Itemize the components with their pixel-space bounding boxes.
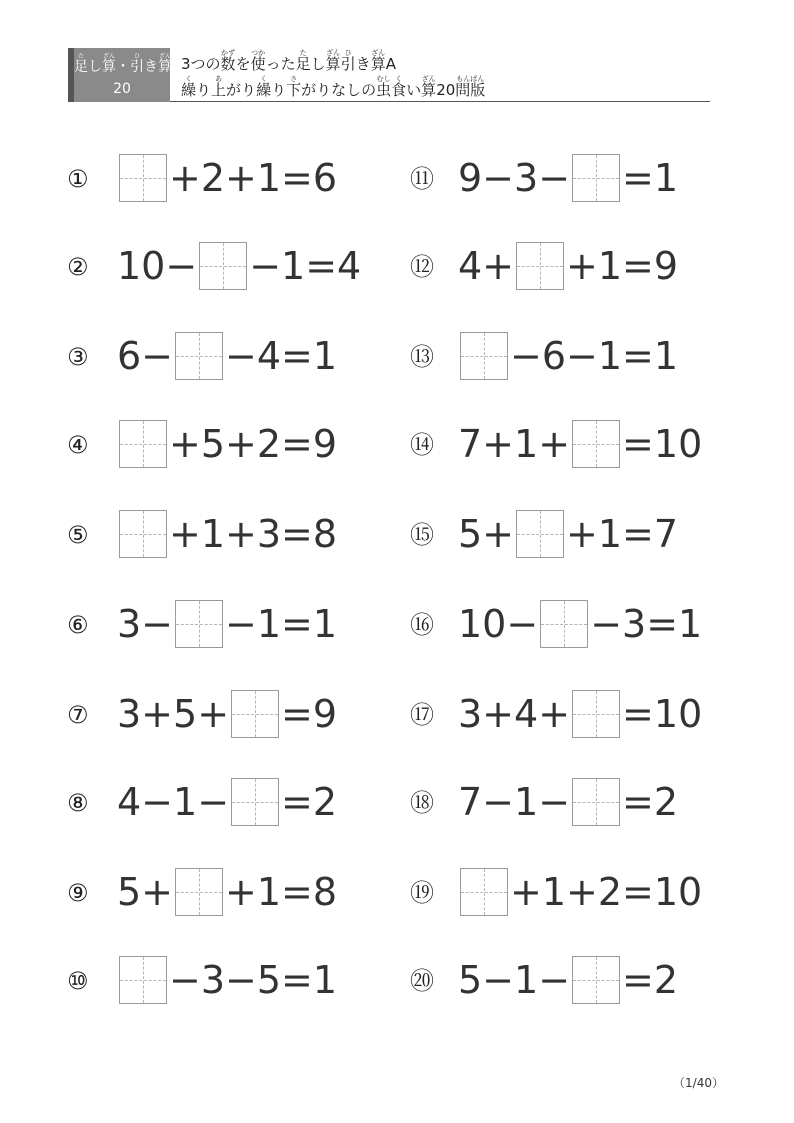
expression-text: 5−1− (458, 958, 571, 1002)
expression-text: 10− (117, 244, 198, 288)
ruby-base: 算 (421, 81, 437, 99)
furigana: く (395, 75, 403, 83)
problem-expression (117, 866, 337, 918)
expression-text: +1=9 (566, 244, 679, 288)
answer-box[interactable] (175, 868, 223, 916)
expression-text: +1+3=8 (169, 512, 338, 556)
problem-number: ⑩ (67, 967, 89, 995)
ruby-base: き (355, 55, 371, 73)
problem-number: ⑪ (410, 165, 434, 193)
problem-expression (458, 418, 702, 470)
problem-number: ④ (67, 431, 89, 459)
ruby-segment (455, 76, 485, 98)
problem-expression (117, 776, 337, 828)
ruby-base: を (235, 55, 251, 73)
ruby-base: がり (226, 81, 257, 99)
expression-text: −1=1 (225, 602, 338, 646)
furigana: ざん (158, 53, 171, 60)
furigana: ざん (326, 49, 341, 57)
ruby-base: 数 (220, 55, 236, 73)
expression-text: =2 (622, 780, 679, 824)
problem-number: ⑧ (67, 789, 89, 817)
ruby-base: 下 (286, 81, 302, 99)
ruby-segment (236, 50, 251, 72)
ruby-segment (226, 76, 256, 98)
expression-text: 5+ (458, 512, 515, 556)
answer-box[interactable] (119, 510, 167, 558)
ruby-segment (341, 50, 356, 72)
badge-number: 20 (113, 81, 131, 97)
answer-box[interactable] (572, 956, 620, 1004)
ruby-segment (301, 76, 376, 98)
worksheet-title (181, 48, 710, 102)
ruby-segment (391, 76, 406, 98)
ruby-segment (286, 76, 301, 98)
furigana: さ (290, 75, 298, 83)
ruby-segment (221, 50, 236, 72)
answer-box[interactable] (460, 332, 508, 380)
ruby-segment (102, 53, 116, 74)
problem-expression (458, 152, 678, 204)
problem-number: ① (67, 165, 89, 193)
expression-text: =2 (622, 958, 679, 1002)
ruby-base: 問版 (455, 81, 486, 99)
problem-number: ⑱ (410, 789, 434, 817)
problem-number: ⑦ (67, 701, 89, 729)
problem-number: ⑫ (410, 253, 434, 281)
problem-expression (117, 954, 337, 1006)
problem-expression (117, 508, 337, 560)
answer-box[interactable] (119, 154, 167, 202)
ruby-segment (311, 50, 326, 72)
expression-text: 3+5+ (117, 692, 230, 736)
problem-number: ⑰ (410, 701, 434, 729)
expression-text: =10 (622, 422, 703, 466)
problem-expression (117, 240, 361, 292)
ruby-base: がりなしの (301, 81, 377, 99)
answer-box[interactable] (175, 600, 223, 648)
ruby-segment (436, 76, 455, 98)
ruby-segment (251, 50, 266, 72)
problem-number: ⑯ (410, 611, 434, 639)
answer-box[interactable] (119, 956, 167, 1004)
expression-text: 3− (117, 602, 174, 646)
ruby-base: 3つの (181, 55, 221, 73)
ruby-segment (256, 76, 271, 98)
ruby-base: 算 (325, 55, 341, 73)
problem-number: ⑬ (410, 343, 434, 371)
ruby-segment (326, 50, 341, 72)
expression-text: −3−5=1 (169, 958, 338, 1002)
problem-expression (458, 866, 702, 918)
worksheet-header (68, 48, 710, 102)
furigana: く (185, 75, 192, 83)
ruby-segment (356, 50, 371, 72)
ruby-base: き (144, 59, 158, 75)
furigana: た (299, 49, 307, 57)
page-number: （1/40） (673, 1076, 724, 1090)
problem-number: ⑤ (67, 521, 89, 549)
expression-text: =1 (622, 156, 679, 200)
answer-box[interactable] (572, 690, 620, 738)
ruby-segment (88, 53, 102, 74)
ruby-segment (421, 76, 436, 98)
ruby-base: し (310, 55, 326, 73)
ruby-base: り (196, 81, 212, 99)
answer-box[interactable] (119, 420, 167, 468)
ruby-base: 引 (130, 59, 144, 75)
ruby-base: し (88, 59, 102, 75)
answer-box[interactable] (460, 868, 508, 916)
problem-expression (458, 954, 678, 1006)
expression-text: +1+2=10 (510, 870, 703, 914)
problem-number: ⑭ (410, 431, 434, 459)
ruby-base: った (265, 55, 296, 73)
expression-text: 4−1− (117, 780, 230, 824)
furigana: ひ (344, 49, 352, 57)
answer-box[interactable] (199, 242, 247, 290)
expression-text: +5+2=9 (169, 422, 338, 466)
problem-number: ⑨ (67, 879, 89, 907)
problem-number: ② (67, 253, 89, 281)
expression-text: +1=7 (566, 512, 679, 556)
expression-text: +1=8 (225, 870, 338, 914)
expression-text: =2 (281, 780, 338, 824)
expression-text: −3=1 (590, 602, 703, 646)
problem-number: ⑮ (410, 521, 434, 549)
answer-box[interactable] (572, 154, 620, 202)
problem-expression (458, 508, 678, 560)
ruby-segment (144, 53, 158, 74)
furigana: むし (376, 75, 391, 83)
ruby-segment (296, 50, 311, 72)
furigana: つか (251, 49, 266, 57)
ruby-segment (386, 50, 396, 72)
expression-text: 7+1+ (458, 422, 571, 466)
furigana: ひ (133, 53, 140, 60)
problem-expression (458, 776, 678, 828)
ruby-base: 食 (391, 81, 407, 99)
furigana: あ (215, 75, 223, 83)
expression-text: −4=1 (225, 334, 338, 378)
problem-expression (458, 330, 678, 382)
ruby-segment (181, 50, 221, 72)
expression-text: 6− (117, 334, 174, 378)
answer-box[interactable] (516, 510, 564, 558)
ruby-base: 繰 (181, 81, 197, 99)
badge-title (74, 53, 170, 74)
problem-expression (458, 598, 702, 650)
ruby-segment (130, 53, 144, 74)
ruby-base: 繰 (256, 81, 272, 99)
ruby-segment (406, 76, 421, 98)
problem-number: ⑲ (410, 879, 434, 907)
answer-box[interactable] (231, 778, 279, 826)
title-line-1 (181, 50, 396, 72)
answer-box[interactable] (175, 332, 223, 380)
ruby-base: 上 (211, 81, 227, 99)
expression-text: 3+4+ (458, 692, 571, 736)
furigana: ざん (102, 53, 115, 60)
ruby-base: A (385, 55, 396, 73)
ruby-base: 算 (102, 59, 116, 75)
ruby-base: り (271, 81, 287, 99)
problem-expression (458, 240, 678, 292)
furigana: た (77, 53, 84, 60)
ruby-base: 20 (436, 81, 456, 99)
ruby-base: ・ (116, 59, 130, 75)
ruby-base: 引 (340, 55, 356, 73)
ruby-base: 算 (158, 59, 172, 75)
ruby-segment (271, 76, 286, 98)
ruby-base: 使 (250, 55, 266, 73)
problem-expression (117, 598, 337, 650)
ruby-segment (211, 76, 226, 98)
ruby-segment (266, 50, 296, 72)
expression-text: −6−1=1 (510, 334, 679, 378)
category-badge (68, 48, 170, 102)
ruby-base: 足 (295, 55, 311, 73)
ruby-base: 虫 (376, 81, 392, 99)
ruby-segment (196, 76, 211, 98)
expression-text: +2+1=6 (169, 156, 338, 200)
ruby-segment (371, 50, 386, 72)
ruby-base: 足 (74, 59, 88, 75)
expression-text: −1=4 (249, 244, 362, 288)
expression-text: 5+ (117, 870, 174, 914)
furigana: く (260, 75, 268, 83)
furigana: もんばん (456, 75, 485, 83)
problem-number: ③ (67, 343, 89, 371)
header-underline (170, 101, 710, 102)
furigana: ざん (371, 49, 386, 57)
problem-number: ⑳ (410, 967, 434, 995)
expression-text: =9 (281, 692, 338, 736)
expression-text: 10− (458, 602, 539, 646)
problem-expression (117, 152, 337, 204)
problem-expression (117, 688, 337, 740)
ruby-segment (376, 76, 391, 98)
problem-number: ⑥ (67, 611, 89, 639)
furigana: ざん (421, 75, 436, 83)
expression-text: 9−3− (458, 156, 571, 200)
ruby-segment (181, 76, 196, 98)
expression-text: =10 (622, 692, 703, 736)
furigana: かず (221, 49, 236, 57)
ruby-segment (158, 53, 172, 74)
title-line-2 (181, 76, 485, 98)
answer-box[interactable] (572, 778, 620, 826)
problem-expression (117, 330, 337, 382)
ruby-segment (116, 53, 130, 74)
problem-expression (117, 418, 337, 470)
ruby-segment (74, 53, 88, 74)
answer-box[interactable] (516, 242, 564, 290)
answer-box[interactable] (231, 690, 279, 738)
expression-text: 7−1− (458, 780, 571, 824)
answer-box[interactable] (540, 600, 588, 648)
expression-text: 4+ (458, 244, 515, 288)
ruby-base: い (406, 81, 422, 99)
answer-box[interactable] (572, 420, 620, 468)
problem-expression (458, 688, 702, 740)
ruby-base: 算 (370, 55, 386, 73)
